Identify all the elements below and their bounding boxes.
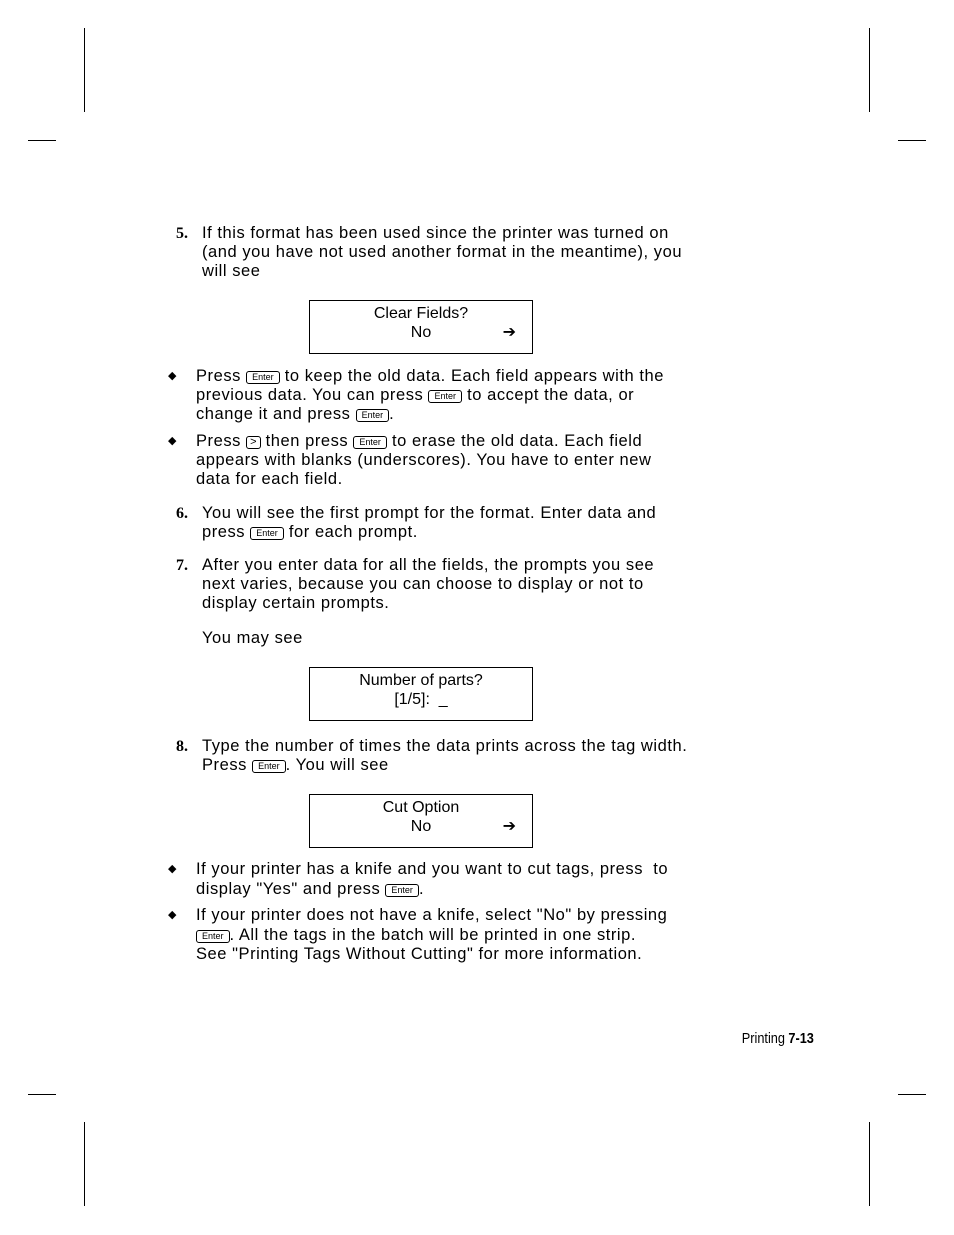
crop-mark <box>869 28 870 112</box>
crop-mark <box>898 140 926 141</box>
crop-mark <box>869 1122 870 1206</box>
diamond-bullet-icon: ◆ <box>168 435 177 447</box>
crop-mark <box>84 1122 85 1206</box>
enter-key-icon: Enter <box>252 760 286 773</box>
crop-mark <box>28 1094 56 1095</box>
step-text: After you enter data for all the fields, the prompts you see <box>202 556 655 574</box>
display-line-1: Cut Option <box>382 799 460 816</box>
bullet-text: See "Printing Tags Without Cutting" for more information. <box>196 945 643 963</box>
enter-key-icon: Enter <box>196 930 230 943</box>
diamond-bullet-icon: ◆ <box>168 863 177 875</box>
step-text: will see <box>202 262 261 280</box>
step-text: (and you have not used another format in the meantime), you <box>202 243 683 261</box>
enter-key-icon: Enter <box>428 390 462 403</box>
step-text: If this format has been used since the printer was turned on <box>202 224 669 242</box>
step-text: You will see the first prompt for the format. Enter data and <box>202 504 657 522</box>
printer-display <box>309 794 533 848</box>
page-footer <box>742 1030 814 1047</box>
step-text: press Enter for each prompt. <box>202 523 418 541</box>
bullet-text: appears with blanks (underscores). You have to enter new <box>196 451 652 469</box>
enter-key-icon: Enter <box>250 527 284 540</box>
step-number: 6. <box>176 505 188 522</box>
enter-key-icon: Enter <box>385 884 419 897</box>
right-arrow-icon: ➔ <box>502 324 516 341</box>
bullet-text: If your printer does not have a knife, select "No" by pressing <box>196 906 668 924</box>
step-text: You may see <box>202 629 303 647</box>
bullet-text: Press > then press Enter to erase the old data. Each field <box>196 432 643 450</box>
bullet-text: Enter . All the tags in the batch will be printed in one strip. <box>196 926 636 945</box>
display-line-2: No <box>410 324 432 341</box>
bullet-text: previous data. You can press Enter to accept the data, or <box>196 386 635 404</box>
printer-display <box>309 667 533 721</box>
display-line-1: Clear Fields? <box>373 305 469 322</box>
enter-key-icon: Enter <box>353 436 387 449</box>
enter-key-icon: Enter <box>356 409 390 422</box>
step-text: Type the number of times the data prints across the tag width. <box>202 737 688 755</box>
page-number: 7-13 <box>788 1030 814 1047</box>
display-line-2: No <box>410 818 432 835</box>
bullet-text: Press Enter to keep the old data. Each field appears with the <box>196 367 664 385</box>
step-number: 7. <box>176 557 188 574</box>
bullet-text: data for each field. <box>196 470 343 488</box>
crop-mark <box>84 28 85 112</box>
bullet-text: change it and press Enter . <box>196 405 395 423</box>
enter-key-icon: Enter <box>246 371 280 384</box>
right-key-icon: > <box>246 436 260 449</box>
bullet-text: display "Yes" and press Enter . <box>196 880 425 898</box>
diamond-bullet-icon: ◆ <box>168 370 177 382</box>
step-text: display certain prompts. <box>202 594 390 612</box>
crop-mark <box>28 140 56 141</box>
step-text: Press Enter . You will see <box>202 756 389 774</box>
step-text: next varies, because you can choose to display or not to <box>202 575 644 593</box>
right-arrow-icon: ➔ <box>502 818 516 835</box>
step-number: 8. <box>176 738 188 755</box>
crop-mark <box>898 1094 926 1095</box>
display-line-2: [1/5]: _ <box>394 691 448 708</box>
footer-section: Printing <box>741 1030 786 1047</box>
bullet-text: If your printer has a knife and you want to cut tags, press to <box>196 860 669 878</box>
step-number: 5. <box>176 225 188 242</box>
diamond-bullet-icon: ◆ <box>168 909 177 921</box>
printer-display <box>309 300 533 354</box>
display-line-1: Number of parts? <box>359 672 483 689</box>
